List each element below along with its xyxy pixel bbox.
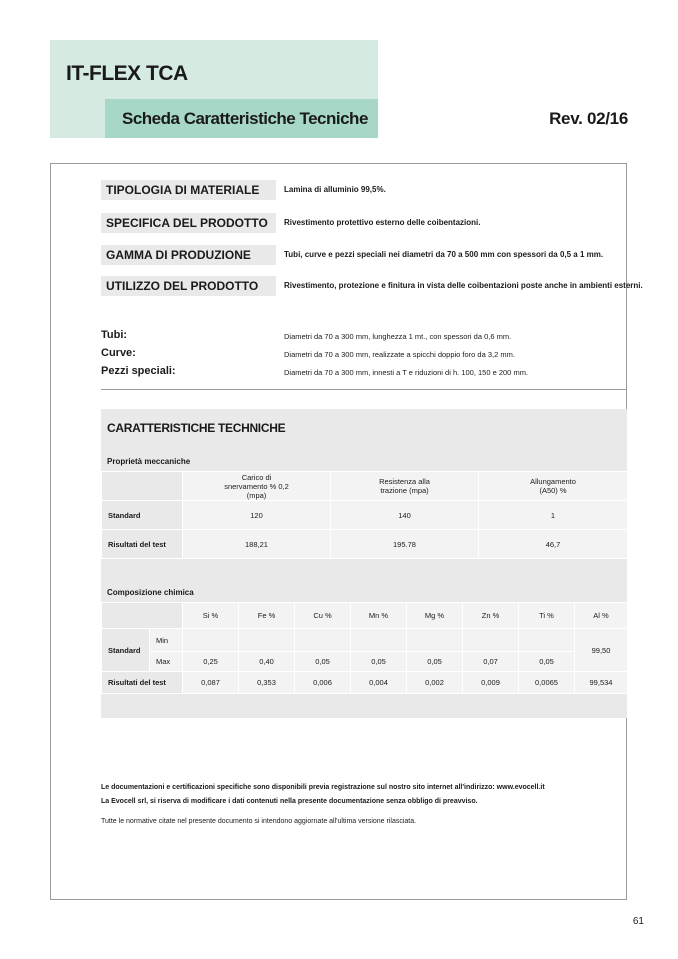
- spec-label: TIPOLOGIA DI MATERIALE: [101, 180, 276, 200]
- spec-value: Rivestimento, protezione e finitura in vista delle coibentazioni poste anche in ambienti esterni.: [284, 281, 643, 290]
- table-cell: 195.78: [331, 530, 479, 559]
- item-value-curve: Diametri da 70 a 300 mm, realizzate a spicchi doppio foro da 3,2 mm.: [284, 350, 515, 359]
- spec-value: Lamina di alluminio 99,5%.: [284, 185, 386, 194]
- table-cell: 0,05: [407, 652, 463, 672]
- item-label-pezzi: Pezzi speciali:: [101, 365, 176, 377]
- min-label: Min: [150, 629, 183, 652]
- table-cell: 0,353: [239, 672, 295, 694]
- item-value-tubi: Diametri da 70 a 300 mm, lunghezza 1 mt., con spessori da 0,6 mm.: [284, 332, 512, 341]
- document-subtitle: Scheda Caratteristiche Tecniche: [122, 109, 368, 128]
- spec-value: Tubi, curve e pezzi speciali nei diametri da 70 a 500 mm con spessori da 0,5 a 1 mm.: [284, 250, 604, 259]
- table-cell: 0,002: [407, 672, 463, 694]
- item-value-pezzi: Diametri da 70 a 300 mm, innesti a T e riduzioni di h. 100, 150 e 200 mm.: [284, 368, 529, 377]
- table-cell: [102, 472, 183, 501]
- chem-col-fe: Fe %: [239, 603, 295, 629]
- table-cell: 0,05: [295, 652, 351, 672]
- revision-label: Rev. 02/16: [549, 109, 628, 128]
- max-label: Max: [150, 652, 183, 672]
- table-cell: 46,7: [479, 530, 628, 559]
- table-row: [102, 603, 628, 629]
- chem-table: [101, 602, 628, 694]
- table-cell: 120: [183, 501, 331, 530]
- item-label-curve: Curve:: [101, 347, 136, 359]
- row-label: Standard: [102, 501, 183, 530]
- row-label: Standard: [102, 629, 150, 672]
- table-cell: [463, 629, 519, 652]
- page-number: 61: [632, 916, 644, 927]
- spec-label: GAMMA DI PRODUZIONE: [101, 245, 276, 265]
- footer-note-disclaimer: La Evocell srl, si riserva di modificare i dati contenuti nella presente documentazione senza obbligo di preavviso.: [101, 798, 478, 805]
- chem-col-cu: Cu %: [295, 603, 351, 629]
- table-cell: 0,07: [463, 652, 519, 672]
- table-cell: [519, 629, 575, 652]
- spec-label: SPECIFICA DEL PRODOTTO: [101, 213, 276, 233]
- table-row: [102, 652, 628, 672]
- al-standard-value: 99,50: [575, 629, 628, 672]
- section-divider: [101, 389, 627, 390]
- row-label: Risultati del test: [102, 672, 183, 694]
- item-label-tubi: Tubi:: [101, 329, 128, 341]
- mech-table: [101, 471, 628, 559]
- chem-col-si: Si %: [183, 603, 239, 629]
- table-cell: [407, 629, 463, 652]
- table-cell: [183, 629, 239, 652]
- product-title: IT-FLEX TCA: [66, 62, 188, 85]
- table-cell: [295, 629, 351, 652]
- table-cell: 0,05: [351, 652, 407, 672]
- table-row: [102, 672, 628, 694]
- table-cell: 0,009: [463, 672, 519, 694]
- chem-col-al: Al %: [575, 603, 628, 629]
- table-cell: 0,006: [295, 672, 351, 694]
- chem-col-mg: Mg %: [407, 603, 463, 629]
- spec-value: Rivestimento protettivo esterno delle coibentazioni.: [284, 218, 481, 227]
- spec-label: UTILIZZO DEL PRODOTTO: [101, 276, 276, 296]
- table-cell: 0,004: [351, 672, 407, 694]
- mech-label: Proprietà meccaniche: [107, 457, 191, 466]
- table-cell: 0,25: [183, 652, 239, 672]
- footer-note-documentation: Le documentazioni e certificazioni specifiche sono disponibili previa registrazione sul nostro sito internet all'indirizzo: www.evocell.it: [101, 784, 545, 791]
- table-cell: 0,087: [183, 672, 239, 694]
- footer-note-standards: Tutte le normative citate nel presente documento si intendono aggiornate all'ultima versione rilasciata.: [101, 818, 417, 825]
- table-cell: 0,05: [519, 652, 575, 672]
- table-cell: 1: [479, 501, 628, 530]
- table-cell: [239, 629, 295, 652]
- table-cell: 0,40: [239, 652, 295, 672]
- table-cell: 99,534: [575, 672, 628, 694]
- chem-col-ti: Ti %: [519, 603, 575, 629]
- mech-col-snervamento: Carico di snervamento % 0,2 (mpa): [183, 472, 331, 501]
- chem-col-zn: Zn %: [463, 603, 519, 629]
- table-row: [102, 629, 628, 652]
- table-row: [102, 501, 628, 530]
- table-row: [102, 472, 628, 501]
- table-row: [102, 530, 628, 559]
- table-cell: [351, 629, 407, 652]
- mech-col-allungamento: Allungamento (A50) %: [479, 472, 628, 501]
- table-cell: 0,0065: [519, 672, 575, 694]
- chem-label: Composizione chimica: [107, 588, 194, 597]
- tech-title: CARATTERISTICHE TECHNICHE: [107, 421, 286, 435]
- table-cell: [102, 603, 183, 629]
- mech-col-trazione: Resistenza alla trazione (mpa): [331, 472, 479, 501]
- table-cell: 188,21: [183, 530, 331, 559]
- table-cell: 140: [331, 501, 479, 530]
- chem-col-mn: Mn %: [351, 603, 407, 629]
- row-label: Risultati del test: [102, 530, 183, 559]
